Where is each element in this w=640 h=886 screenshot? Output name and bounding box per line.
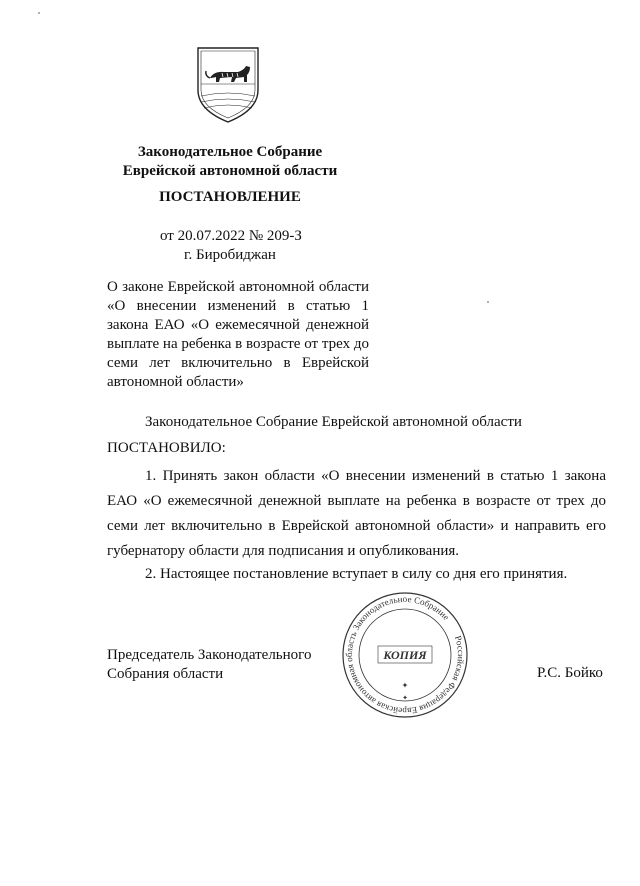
body-item-2: 2. Настоящее постановление вступает в силу со дня его принятия. (145, 566, 568, 582)
seal-star-icon: ✦ (402, 694, 408, 702)
seal-star-icon: ✦ (401, 681, 409, 690)
body-decreed: ПОСТАНОВИЛО: (107, 440, 226, 456)
organization-name (100, 143, 360, 181)
document-subject: О законе Еврейской автономной области «О внесении изменений в статью 1 закона ЕАО «О ежемесячной денежной выплате на ребенка в возрасте от трех до семи лет включительно в Еврейской автономной области» (107, 279, 369, 390)
signatory-position-line2: Собрания области (107, 666, 224, 682)
signatory-name: Р.С. Бойко (537, 665, 603, 681)
document-type: ПОСТАНОВЛЕНИЕ (159, 189, 301, 205)
seal-ring-text: Российская Федерация Еврейская автономная область Законодательное Собрание (343, 593, 467, 717)
signatory-position (107, 646, 311, 684)
scan-speck (487, 301, 489, 303)
coat-of-arms-icon (192, 44, 264, 126)
signatory-position-line1: Председатель Законодательного (107, 647, 312, 663)
body-preamble: Законодательное Собрание Еврейской автономной области (145, 414, 522, 430)
document-place: г. Биробиджан (184, 247, 276, 263)
seal-center-text: КОПИЯ (383, 648, 427, 662)
official-seal (340, 590, 470, 720)
organization-name-line1: Законодательное Собрание (137, 144, 323, 160)
organization-name-line2: Еврейской автономной области (122, 163, 338, 179)
document-date-number: от 20.07.2022 № 209-З (160, 228, 302, 244)
body-item-1: 1. Принять закон области «О внесении изменений в статью 1 закона ЕАО «О ежемесячной денежной выплате на ребенка в возрасте от трех до семи лет включительно в Еврейской автономной области» и направить его губернатору области для подписания и опубликования. (107, 468, 606, 559)
scan-speck (38, 12, 40, 14)
